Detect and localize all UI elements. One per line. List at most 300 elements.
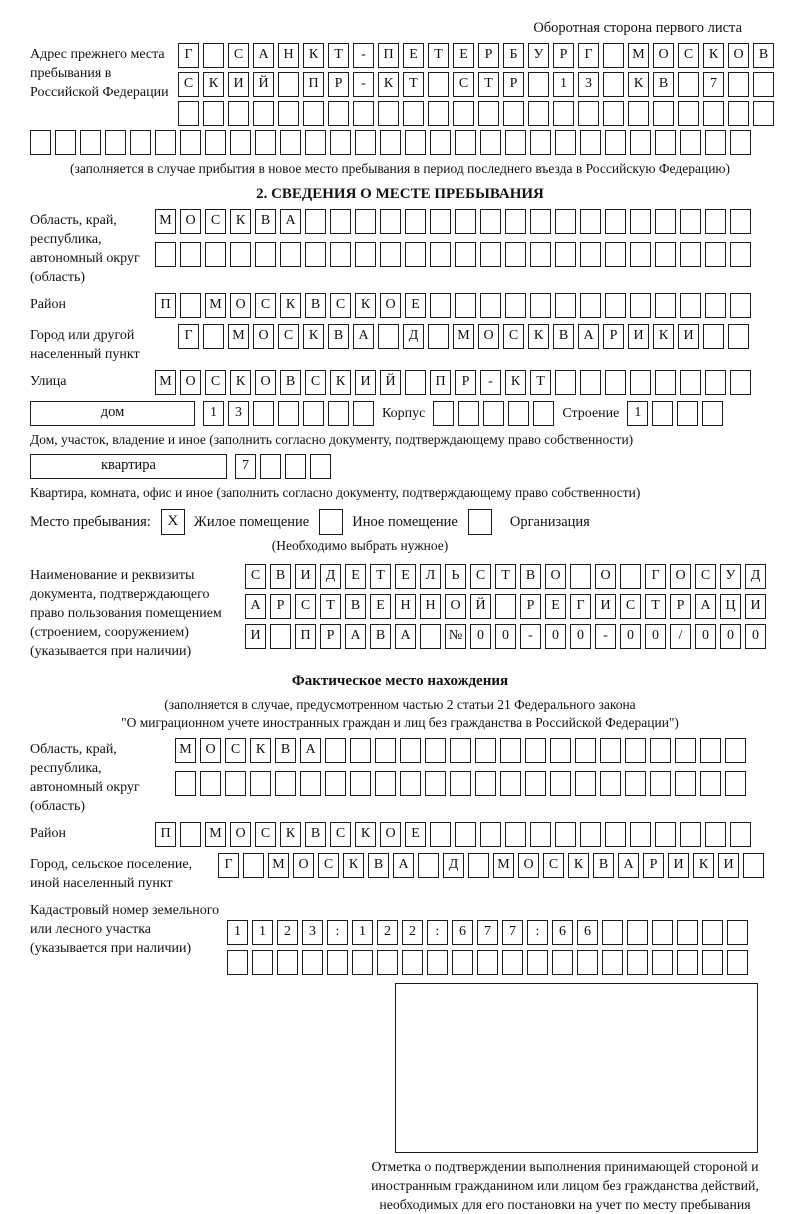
- char-cell: М: [155, 370, 176, 395]
- char-cell: [305, 242, 326, 267]
- char-cell: [503, 101, 524, 126]
- char-cell: 0: [745, 624, 766, 649]
- char-cell: С: [305, 370, 326, 395]
- char-cell: Р: [328, 72, 349, 97]
- char-cell: [580, 209, 601, 234]
- char-cell: С: [695, 564, 716, 589]
- char-cell: М: [175, 738, 196, 763]
- char-cell: К: [250, 738, 271, 763]
- char-cell: В: [305, 822, 326, 847]
- char-cell: Д: [745, 564, 766, 589]
- char-cell: [405, 242, 426, 267]
- char-cell: Й: [470, 594, 491, 619]
- char-cell: [325, 771, 346, 796]
- char-cell: У: [528, 43, 549, 68]
- char-cell: Р: [553, 43, 574, 68]
- char-cell: [602, 950, 623, 975]
- char-cell: А: [395, 624, 416, 649]
- char-cell: [525, 738, 546, 763]
- char-cell: Д: [403, 324, 424, 349]
- char-cell: [380, 242, 401, 267]
- char-cell: [303, 401, 324, 426]
- stamp-caption: Отметка о подтверждении выполнения принимающей стороной и иностранным гражданином или лицом без гражданства действий, необходимых для его постановки на учет по месту пребывания: [371, 1159, 759, 1212]
- char-cell: И: [668, 853, 689, 878]
- kadastr-row-2: [227, 950, 748, 975]
- char-cell: 1: [627, 401, 648, 426]
- char-cell: [555, 370, 576, 395]
- char-cell: [325, 738, 346, 763]
- inoe-label: Иное помещение: [352, 513, 458, 530]
- kvartira-cells: [235, 454, 331, 479]
- prev-address-caption: (заполняется в случае прибытия в новое место пребывания в период последнего въезда в Российскую Федерацию): [69, 161, 731, 176]
- char-cell: [570, 564, 591, 589]
- kvartira-block: [30, 454, 770, 479]
- char-cell: [305, 209, 326, 234]
- char-cell: 6: [552, 920, 573, 945]
- char-cell: [80, 130, 101, 155]
- prev-address-row-4: [30, 130, 770, 155]
- char-cell: Т: [320, 594, 341, 619]
- char-cell: [677, 401, 698, 426]
- char-cell: В: [370, 624, 391, 649]
- kadastr-label: Кадастровый номер земельного или лесного участка (указывается при наличии): [30, 903, 220, 956]
- char-cell: О: [180, 209, 201, 234]
- char-cell: [753, 101, 774, 126]
- char-cell: К: [330, 370, 351, 395]
- char-cell: К: [280, 293, 301, 318]
- char-cell: 0: [720, 624, 741, 649]
- char-cell: О: [380, 293, 401, 318]
- char-cell: [603, 43, 624, 68]
- char-cell: 2: [377, 920, 398, 945]
- char-cell: [678, 101, 699, 126]
- char-cell: Г: [218, 853, 239, 878]
- char-cell: [480, 130, 501, 155]
- ownership-doc-block: [30, 564, 770, 661]
- char-cell: [355, 209, 376, 234]
- char-cell: А: [393, 853, 414, 878]
- char-cell: [528, 101, 549, 126]
- char-cell: [703, 101, 724, 126]
- char-cell: [353, 101, 374, 126]
- char-cell: О: [445, 594, 466, 619]
- char-cell: [355, 242, 376, 267]
- char-cell: [502, 950, 523, 975]
- char-cell: [530, 242, 551, 267]
- char-cell: К: [568, 853, 589, 878]
- char-cell: П: [155, 293, 176, 318]
- char-cell: [180, 822, 201, 847]
- char-cell: [405, 209, 426, 234]
- char-cell: Т: [530, 370, 551, 395]
- char-cell: Р: [603, 324, 624, 349]
- char-cell: Р: [670, 594, 691, 619]
- char-cell: В: [255, 209, 276, 234]
- char-cell: [495, 594, 516, 619]
- oblast-row-2: [155, 242, 751, 267]
- char-cell: [625, 771, 646, 796]
- char-cell: М: [205, 293, 226, 318]
- char-cell: Е: [453, 43, 474, 68]
- char-cell: Т: [403, 72, 424, 97]
- char-cell: 3: [578, 72, 599, 97]
- char-cell: [728, 72, 749, 97]
- char-cell: [677, 950, 698, 975]
- char-cell: [418, 853, 439, 878]
- char-cell: О: [728, 43, 749, 68]
- dom-caption: Дом, участок, владение и иное (заполнить согласно документу, подтверждающему право собственности): [30, 432, 634, 447]
- dom-cells: [203, 401, 374, 426]
- char-cell: [650, 738, 671, 763]
- char-cell: О: [230, 822, 251, 847]
- char-cell: М: [493, 853, 514, 878]
- char-cell: [280, 242, 301, 267]
- char-cell: [180, 293, 201, 318]
- fact-gorod-block: [30, 853, 770, 893]
- char-cell: П: [378, 43, 399, 68]
- char-cell: 1: [203, 401, 224, 426]
- char-cell: Л: [420, 564, 441, 589]
- char-cell: [675, 738, 696, 763]
- char-cell: В: [553, 324, 574, 349]
- char-cell: [655, 370, 676, 395]
- char-cell: [555, 209, 576, 234]
- char-cell: Ц: [720, 594, 741, 619]
- char-cell: [655, 242, 676, 267]
- char-cell: М: [205, 822, 226, 847]
- char-cell: [310, 454, 331, 479]
- char-cell: С: [255, 822, 276, 847]
- char-cell: [630, 209, 651, 234]
- char-cell: [352, 950, 373, 975]
- char-cell: /: [670, 624, 691, 649]
- char-cell: 3: [302, 920, 323, 945]
- char-cell: [277, 950, 298, 975]
- char-cell: 1: [352, 920, 373, 945]
- char-cell: [400, 738, 421, 763]
- char-cell: [603, 101, 624, 126]
- char-cell: [680, 370, 701, 395]
- char-cell: Н: [395, 594, 416, 619]
- char-cell: [677, 920, 698, 945]
- char-cell: В: [368, 853, 389, 878]
- char-cell: 2: [277, 920, 298, 945]
- char-cell: [655, 822, 676, 847]
- char-cell: С: [245, 564, 266, 589]
- char-cell: [730, 293, 751, 318]
- char-cell: А: [245, 594, 266, 619]
- char-cell: №: [445, 624, 466, 649]
- char-cell: [580, 370, 601, 395]
- char-cell: К: [203, 72, 224, 97]
- char-cell: [705, 370, 726, 395]
- char-cell: А: [578, 324, 599, 349]
- char-cell: [702, 401, 723, 426]
- char-cell: [655, 293, 676, 318]
- char-cell: [353, 401, 374, 426]
- char-cell: С: [255, 293, 276, 318]
- char-cell: [508, 401, 529, 426]
- char-cell: Г: [645, 564, 666, 589]
- char-cell: [702, 920, 723, 945]
- char-cell: [525, 771, 546, 796]
- char-cell: [330, 242, 351, 267]
- char-cell: [680, 130, 701, 155]
- char-cell: К: [528, 324, 549, 349]
- char-cell: К: [653, 324, 674, 349]
- char-cell: Р: [503, 72, 524, 97]
- char-cell: [278, 101, 299, 126]
- char-cell: [705, 209, 726, 234]
- char-cell: [270, 624, 291, 649]
- char-cell: Й: [380, 370, 401, 395]
- char-cell: 0: [645, 624, 666, 649]
- char-cell: [468, 853, 489, 878]
- char-cell: 0: [545, 624, 566, 649]
- char-cell: [483, 401, 504, 426]
- char-cell: [730, 242, 751, 267]
- fact-location-caption-line1: (заполняется в случае, предусмотренном частью 2 статьи 21 Федерального закона: [164, 697, 636, 712]
- char-cell: [727, 920, 748, 945]
- char-cell: [480, 209, 501, 234]
- rayon-label: Район: [30, 297, 66, 312]
- char-cell: С: [470, 564, 491, 589]
- char-cell: [655, 209, 676, 234]
- char-cell: Е: [545, 594, 566, 619]
- char-cell: -: [595, 624, 616, 649]
- char-cell: С: [453, 72, 474, 97]
- char-cell: О: [478, 324, 499, 349]
- char-cell: [405, 370, 426, 395]
- inoe-checkbox: [319, 509, 343, 535]
- char-cell: К: [703, 43, 724, 68]
- char-cell: С: [295, 594, 316, 619]
- char-cell: К: [303, 43, 324, 68]
- char-cell: Й: [253, 72, 274, 97]
- char-cell: -: [480, 370, 501, 395]
- char-cell: С: [318, 853, 339, 878]
- char-cell: [702, 950, 723, 975]
- char-cell: [550, 738, 571, 763]
- oblast-block: [30, 209, 770, 287]
- char-cell: [700, 771, 721, 796]
- char-cell: В: [753, 43, 774, 68]
- char-cell: А: [345, 624, 366, 649]
- char-cell: Г: [578, 43, 599, 68]
- char-cell: [200, 771, 221, 796]
- fact-oblast-row-2: [175, 771, 746, 796]
- char-cell: К: [693, 853, 714, 878]
- char-cell: [455, 293, 476, 318]
- char-cell: [475, 771, 496, 796]
- char-cell: [433, 401, 454, 426]
- char-cell: К: [628, 72, 649, 97]
- char-cell: [453, 101, 474, 126]
- char-cell: [603, 72, 624, 97]
- char-cell: [725, 771, 746, 796]
- char-cell: У: [720, 564, 741, 589]
- char-cell: [727, 950, 748, 975]
- char-cell: К: [230, 370, 251, 395]
- char-cell: О: [518, 853, 539, 878]
- char-cell: [530, 293, 551, 318]
- char-cell: [630, 293, 651, 318]
- korpus-label: Корпус: [382, 406, 426, 421]
- char-cell: В: [280, 370, 301, 395]
- char-cell: 7: [477, 920, 498, 945]
- char-cell: [253, 101, 274, 126]
- char-cell: [203, 324, 224, 349]
- char-cell: 1: [227, 920, 248, 945]
- char-cell: И: [745, 594, 766, 619]
- char-cell: [452, 950, 473, 975]
- char-cell: [280, 130, 301, 155]
- char-cell: [55, 130, 76, 155]
- char-cell: [627, 950, 648, 975]
- char-cell: [378, 101, 399, 126]
- char-cell: И: [678, 324, 699, 349]
- prev-address-label: Адрес прежнего места пребывания в Российской Федерации: [30, 47, 169, 100]
- char-cell: [275, 771, 296, 796]
- char-cell: И: [228, 72, 249, 97]
- char-cell: В: [653, 72, 674, 97]
- char-cell: О: [255, 370, 276, 395]
- char-cell: [530, 822, 551, 847]
- char-cell: Р: [478, 43, 499, 68]
- char-cell: [477, 950, 498, 975]
- char-cell: [500, 738, 521, 763]
- char-cell: [530, 130, 551, 155]
- char-cell: [428, 72, 449, 97]
- char-cell: [255, 242, 276, 267]
- char-cell: [430, 242, 451, 267]
- ownership-doc-row-2: [245, 594, 766, 619]
- char-cell: [605, 370, 626, 395]
- char-cell: [402, 950, 423, 975]
- char-cell: Р: [455, 370, 476, 395]
- char-cell: Е: [403, 43, 424, 68]
- char-cell: В: [328, 324, 349, 349]
- char-cell: И: [595, 594, 616, 619]
- char-cell: [405, 130, 426, 155]
- char-cell: [328, 401, 349, 426]
- char-cell: [505, 293, 526, 318]
- char-cell: [580, 822, 601, 847]
- char-cell: [230, 242, 251, 267]
- char-cell: [130, 130, 151, 155]
- stroenie-cells: [627, 401, 723, 426]
- char-cell: [555, 242, 576, 267]
- kadastr-row-1: [227, 920, 748, 945]
- char-cell: [302, 950, 323, 975]
- char-cell: С: [205, 370, 226, 395]
- char-cell: [630, 242, 651, 267]
- kadastr-block: [30, 899, 770, 975]
- char-cell: [180, 130, 201, 155]
- dom-block: [30, 401, 770, 426]
- char-cell: С: [278, 324, 299, 349]
- char-cell: М: [453, 324, 474, 349]
- char-cell: Д: [320, 564, 341, 589]
- char-cell: [625, 738, 646, 763]
- char-cell: Р: [520, 594, 541, 619]
- char-cell: [300, 771, 321, 796]
- char-cell: П: [303, 72, 324, 97]
- char-cell: С: [178, 72, 199, 97]
- char-cell: [555, 293, 576, 318]
- char-cell: С: [228, 43, 249, 68]
- char-cell: [730, 822, 751, 847]
- char-cell: [705, 242, 726, 267]
- char-cell: Е: [345, 564, 366, 589]
- fact-gorod-label: Город, сельское поселение, иной населенный пункт: [30, 857, 193, 891]
- char-cell: А: [280, 209, 301, 234]
- char-cell: 0: [620, 624, 641, 649]
- char-cell: [425, 738, 446, 763]
- char-cell: [578, 101, 599, 126]
- zhiloe-checkbox: X: [161, 509, 185, 535]
- char-cell: [730, 130, 751, 155]
- char-cell: С: [205, 209, 226, 234]
- char-cell: К: [280, 822, 301, 847]
- char-cell: И: [245, 624, 266, 649]
- char-cell: В: [305, 293, 326, 318]
- char-cell: [705, 130, 726, 155]
- char-cell: О: [545, 564, 566, 589]
- char-cell: [155, 242, 176, 267]
- char-cell: [678, 72, 699, 97]
- char-cell: [175, 771, 196, 796]
- char-cell: Т: [478, 72, 499, 97]
- kvartira-caption: Квартира, комната, офис и иное (заполнить согласно документу, подтверждающему право собственности): [30, 485, 641, 500]
- char-cell: [105, 130, 126, 155]
- char-cell: [155, 130, 176, 155]
- char-cell: С: [503, 324, 524, 349]
- char-cell: [428, 101, 449, 126]
- char-cell: [205, 130, 226, 155]
- char-cell: [428, 324, 449, 349]
- char-cell: [575, 771, 596, 796]
- char-cell: [628, 101, 649, 126]
- char-cell: М: [628, 43, 649, 68]
- char-cell: [378, 324, 399, 349]
- prev-address-row-2: [178, 72, 774, 97]
- stroenie-label: Строение: [562, 406, 620, 421]
- char-cell: 1: [553, 72, 574, 97]
- char-cell: [605, 209, 626, 234]
- char-cell: С: [330, 293, 351, 318]
- char-cell: [30, 130, 51, 155]
- char-cell: Ь: [445, 564, 466, 589]
- char-cell: [605, 242, 626, 267]
- gorod-row: [178, 324, 749, 349]
- char-cell: [652, 401, 673, 426]
- rayon-row: [155, 293, 751, 318]
- ulitsa-label: Улица: [30, 374, 67, 389]
- char-cell: К: [343, 853, 364, 878]
- char-cell: [620, 564, 641, 589]
- char-cell: Г: [570, 594, 591, 619]
- char-cell: [350, 738, 371, 763]
- kvartira-type-box: квартира: [30, 454, 227, 479]
- char-cell: [550, 771, 571, 796]
- char-cell: 6: [577, 920, 598, 945]
- char-cell: К: [505, 370, 526, 395]
- char-cell: И: [355, 370, 376, 395]
- char-cell: [380, 209, 401, 234]
- char-cell: [178, 101, 199, 126]
- char-cell: [380, 130, 401, 155]
